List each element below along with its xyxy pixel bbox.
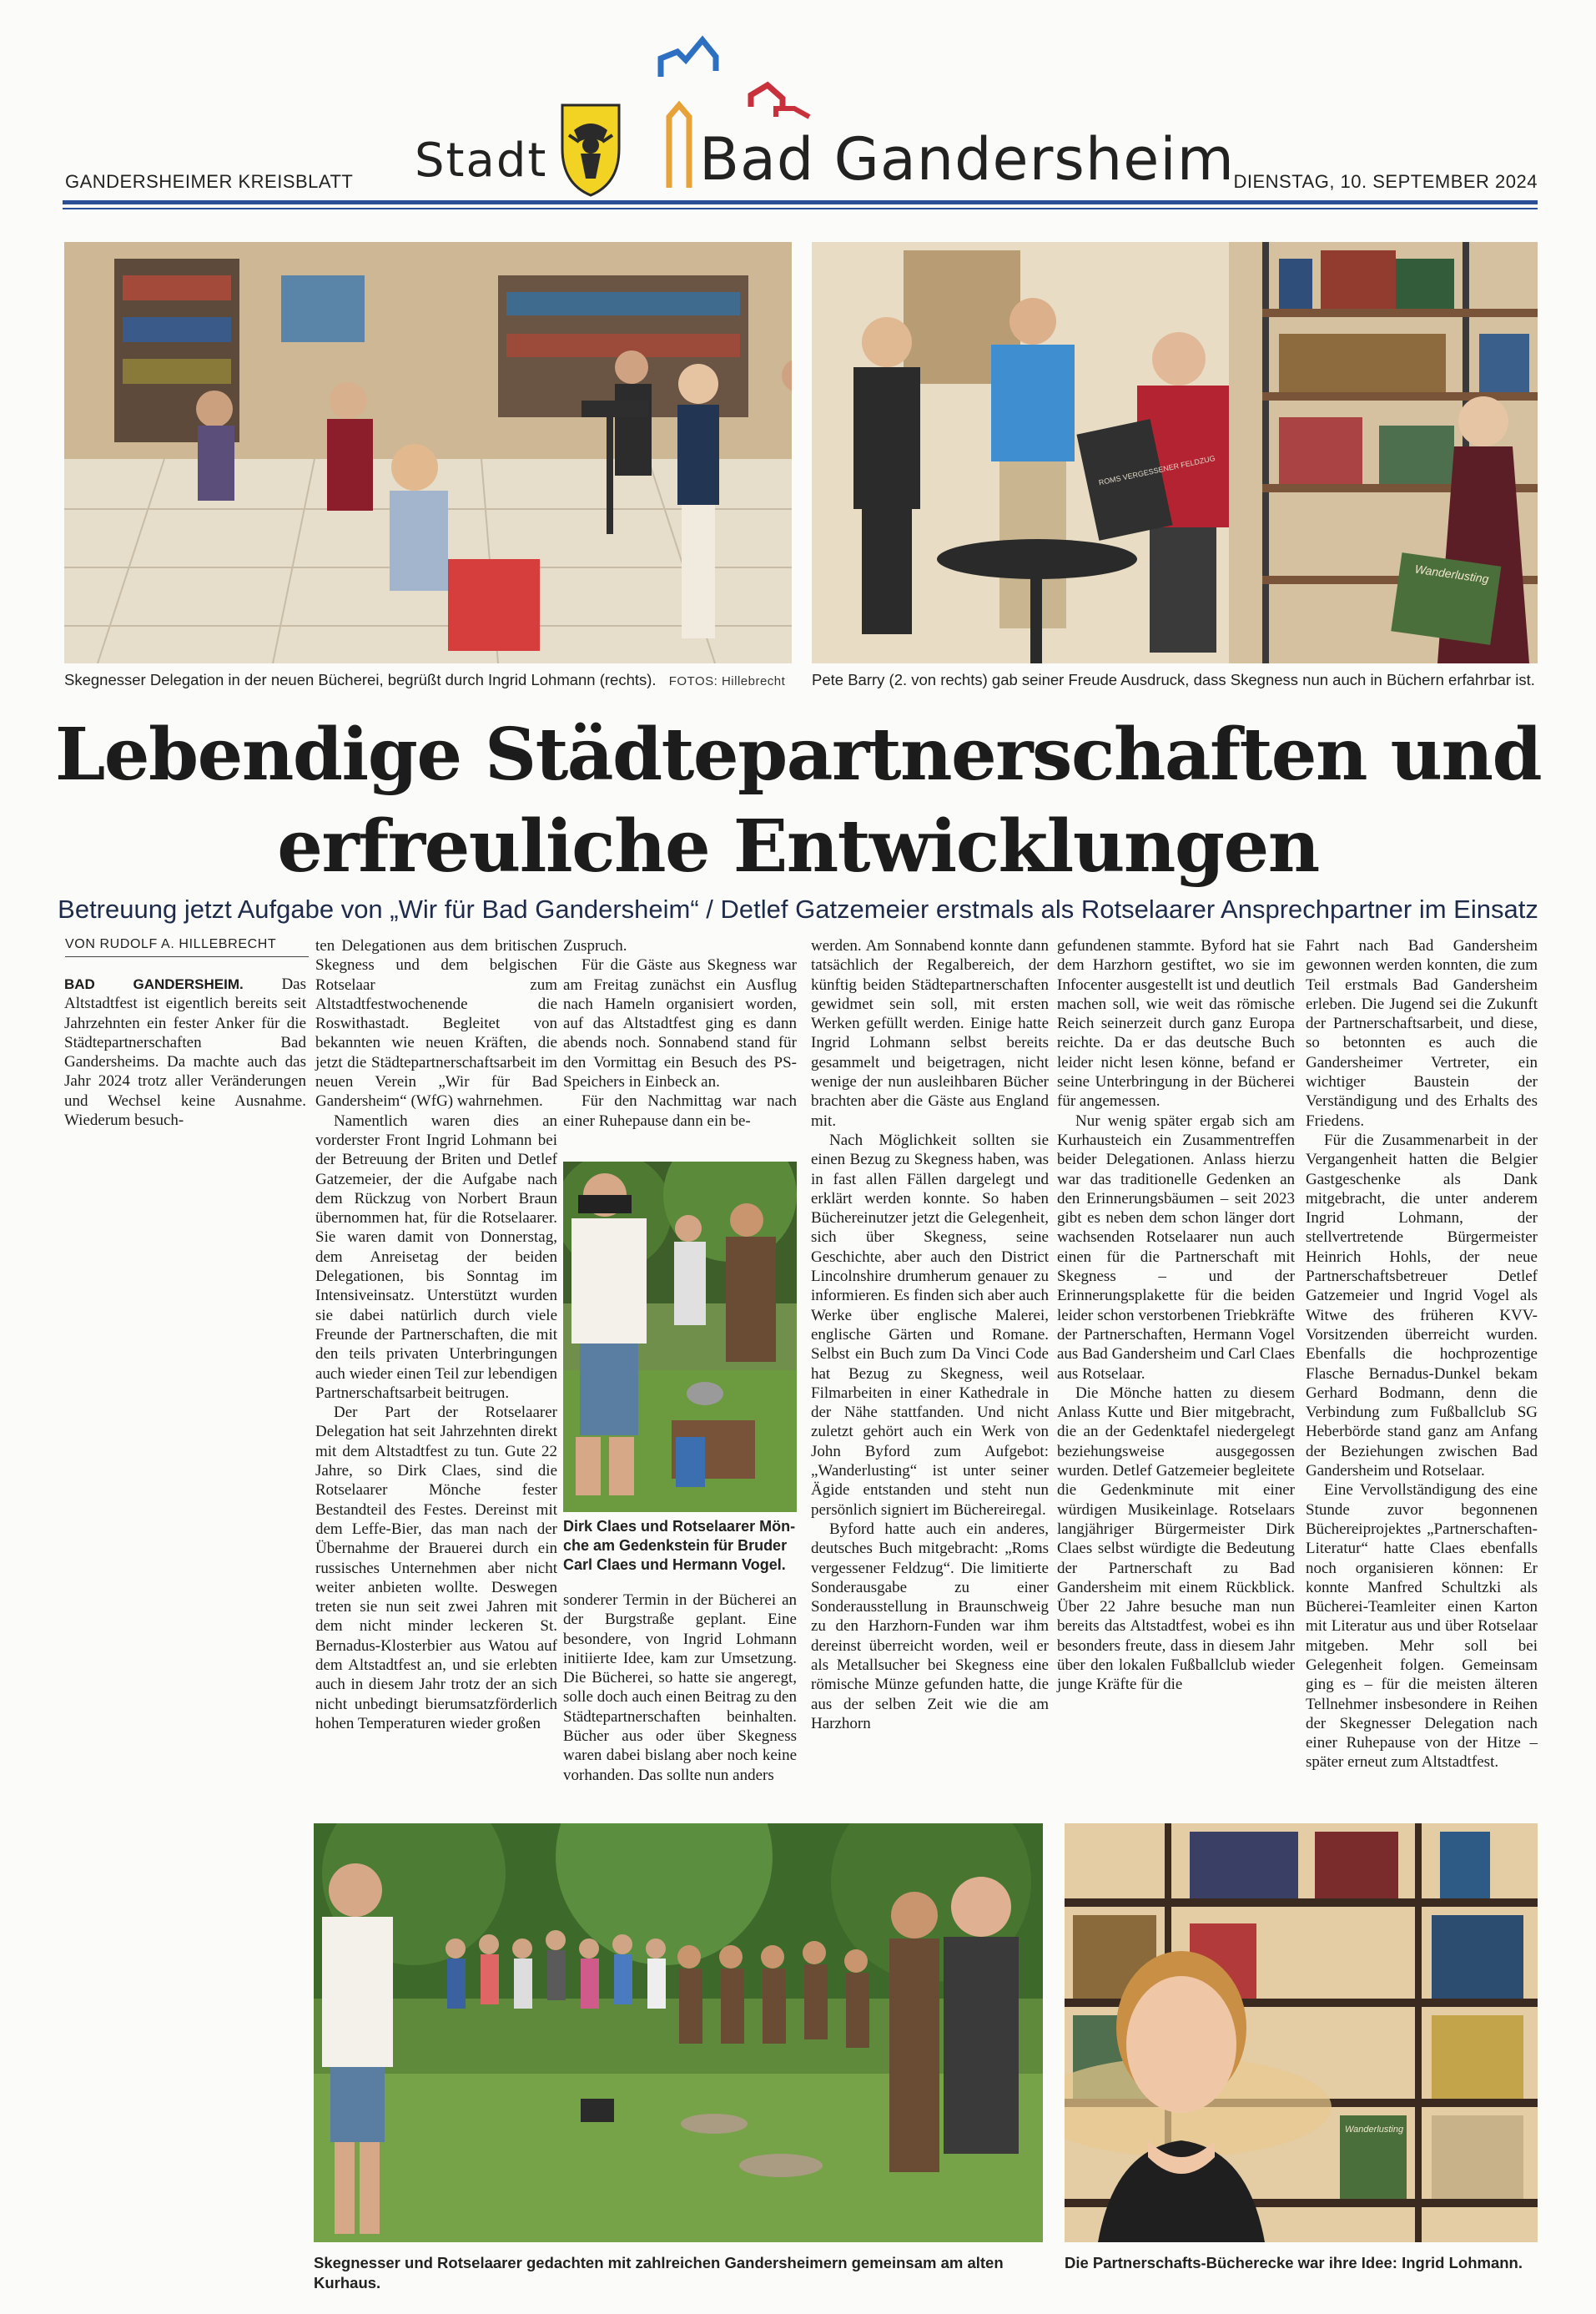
col3-paragraph-3: Für den Nachmittag war nach einer Ruhepause dann ein be-	[563, 1092, 797, 1130]
article-subhead: Betreuung jetzt Aufgabe von „Wir für Bad Gandersheim“ / Detlef Gatzemeier erstmals als Rotselaarer Ansprechpartner im Einsatz	[58, 895, 1538, 924]
book-wanderlusting: Wanderlusting	[1413, 562, 1490, 586]
article-column-3-continued	[563, 1591, 797, 1785]
article-column-2	[315, 936, 557, 1733]
book-roms-feldzug: ROMS VERGESSENER FELDZUG	[1098, 453, 1216, 487]
article-column-1	[64, 975, 306, 1130]
article-byline: VON RUDOLF A. HILLEBRECHT	[65, 937, 277, 951]
masthead-stadt: Stadt	[415, 134, 548, 188]
article-column-6	[1306, 936, 1538, 1772]
col4-paragraph-2: Nach Möglichkeit sollten sie einen Bezug zu Skegness haben, was in fast allen Fällen dargelegt und erklärt werden konnte. So haben Büchereinutzer jetzt die Gelegenheit, sich über Skegness, seine Geschichte, aber auch den District Lincolnshire drumherum genauer zu informieren. Es finden sich aber auch Werke über englische Malerei, englische Gärten und Romane. Selbst ein Buch zum Da Vinci Code hat Bezug zu Skegness, weil Filmarbeiten in einer Kathedrale in der Nähe stattfanden. Und nicht zuletzt gehört auch ein Werk von John Byford zum Aufgebot: „Wanderlusting“ ist unter seiner Ägide entstanden und steht nun persönlich signiert im Büchereiregal.	[811, 1131, 1049, 1519]
col3-paragraph-1: Zuspruch.	[563, 937, 627, 955]
article-column-5	[1057, 936, 1295, 1695]
article-column-4	[811, 936, 1049, 1733]
col3-paragraph-2: Für die Gäste aus Skegness war am Freitag zunächst ein Ausflug nach Hameln organisiert worden, auf das Altstadtfest ging es dann abends noch. Sonnabend stand für den Vormittag ein Besuch des PS-Speichers in Einbeck an.	[563, 956, 797, 1091]
city-logo-skyline-icon	[651, 25, 834, 192]
photo-ingrid-lohmann	[1065, 1823, 1538, 2242]
headline-line-1: Lebendige Städtepartnerschaften und	[54, 713, 1542, 797]
photo-ingrid-lohmann-caption: Die Partnerschafts-Bücherecke war ihre Idee: Ingrid Lohmann.	[1065, 2254, 1523, 2271]
city-coat-of-arms-icon	[557, 98, 624, 199]
article-headline	[0, 709, 1596, 893]
caption-line-1: Dirk Claes und Rotselaarer Mön-	[563, 1518, 796, 1535]
headline-line-2: erfreuliche Entwicklungen	[277, 804, 1319, 889]
col6-paragraph-2: Für die Zusammenarbeit in der Vergangenheit hatten die Belgier Gastgeschenke als Dank mitgebracht, die unter anderem Ingrid Lohmann, der stellvertretende Bürgermeister Heinrich Hohls, der neue Partnerschaftsbetreuer Detlef Gatzemeier und Ingrid Vogel als Witwe des früheren KVV-Vorsitzenden überreicht wurden. Ebenfalls die hochprozentige Flasche Bernadus-Dunkel bekam Gerhard Bodmann, denn die Verbindung zum Fußballclub SG Heberbörde stand ganz am Anfang der Beziehungen zwischen Bad Gandersheim und Rotselaar.	[1306, 1131, 1538, 1480]
photo-book-presentation-caption: Pete Barry (2. von rechts) gab seiner Freude Ausdruck, dass Skegness nun auch in Büchern erfahrbar ist.	[812, 671, 1535, 688]
col5-paragraph-3: Die Mönche hatten zu diesem Anlass Kutte und Bier mitgebracht, die an der Gedenktafel niedergelegt beziehungsweise ausgegossen wurden. Detlef Gatzemeier begleitete die Gedenkminute mit einer würdigen Musikeinlage. Rotselaars langjähriger Bürgermeister Dirk Claes selbst würdigte die Bedeutung der Partnerschaft zu Bad Gandersheim mit einem Rückblick. Über 22 Jahre besuche man nun bereits das Altstadtfest, wobei es ihn besonders freute, dass in diesem Jahr über den lokalen Fußballclub wieder junge Kräfte für die	[1057, 1384, 1295, 1694]
article-lead-place: BAD GANDERSHEIM.	[64, 976, 244, 992]
photo-kurhaus-gathering	[314, 1823, 1043, 2242]
col2-paragraph-2: Namentlich waren dies an vorderster Front Ingrid Lohmann bei der Betreuung der Briten und Detlef Gatzemeier, der die Aufgabe nach dem Rückzug von Norbert Braun übernommen hat, für die Rotselaarer. Sie waren damit von Donnerstag, dem Anreisetag der beiden Delegationen, bis Sonntag im Intensiveinsatz. Unterstützt wurden sie dabei natürlich durch viele Freunde der Partnerschaften, die mit den teils privaten Unterbringungen auch wieder einen Teil zur lebendigen Partnerschaftsarbeit beitrugen.	[315, 1112, 557, 1402]
col5-paragraph-1: gefundenen stammte. Byford hat sie dem Harzhorn gestiftet, wo sie im Infocenter ausgestellt ist und deutlich machen soll, wie weit das römische Reich seinerzeit durch ganz Europa reichte. Da er das deutsche Buch leider nicht lesen könne, befand er seine Unterbringung in der Bücherei für angemessen.	[1057, 937, 1295, 1111]
col5-paragraph-2: Nur wenig später ergab sich am Kurhausteich ein Zusammentreffen beider Delegationen. Anlass hierzu war das traditionelle Gedenken an den Erinnerungsbäumen – seit 2023 gibt es neben dem schon länger dort wachsenden Rotselaarer nun auch einen für die Partnerschaft mit Skegness – und der Erinnerungsplakette für die beiden leider schon verstorbenen Triebkräfte der Partnerschaften, Hermann Vogel aus Bad Gandersheim und Carl Claes aus Rotselaar.	[1057, 1112, 1295, 1383]
col6-paragraph-3: Eine Vervollständigung des eine Stunde zuvor begonnenen Büchereiprojektes „Partnerschaften-Literatur“ hatte Claes ebenfalls noch organisieren können: Er konnte Manfred Schultzki als Bücherei-Teamleiter einen Karton mit Literatur aus und über Rotselaar mitgeben. Mehr soll bei Gelegenheit folgen. Gemeinsam ging es – für die meisten älteren Tellnehmer insbesondere in Reihen der Skegnesser Delegation nach einer Ruhepause von der Hitze – später erneut zum Altstadtfest.	[1306, 1481, 1538, 1772]
col6-paragraph-1: Fahrt nach Bad Gandersheim gewonnen werden konnten, die zum Teil erstmals Bad Gandersheim erleben. Die Jugend sei die Zukunft der Partnerschaftsarbeit, und diese, so betonnten es auch die Gandersheimer Vertreter, ein wichtiger Baustein der Verständigung und des Erhalts des Friedens.	[1306, 937, 1538, 1130]
photo-library-delegation	[64, 242, 792, 663]
col3-paragraph-4: sonderer Termin in der Bücherei an der Burgstraße geplant. Eine besondere, von Ingrid Lohmann initiierte Idee, kam zur Umsetzung. Die Bücherei, so hatte sie angeregt, solle doch auch einen Beitrag zu den Städtepartnerschaften beinhalten. Bücher aus oder über Skegness waren dabei bislang aber noch keine vorhanden. Das sollte nun anders	[563, 1591, 797, 1784]
shelf-book-wanderlusting: Wanderlusting	[1345, 2125, 1404, 2135]
photo-library-delegation-caption	[64, 670, 792, 692]
col4-paragraph-3: Byford hatte auch ein anderes, deutsches Buch mitgebracht: „Roms vergessener Feldzug“. Die limitierte Sonderausgabe zu einer Sonderausstellung in Braunschweig zu den Harzhorn-Funden war ihm dereinst überreicht worden, weil er als Metallsucher bei Skegness eine römische Münze gefunden hatte, die aus der selben Zeit wie die am Harzhorn	[811, 1520, 1049, 1732]
col4-paragraph-1: werden. Am Sonnabend konnte dann tatsächlich der Regalbereich, der künftig beiden Städtepartnerschaften gewidmet sein soll, mit ersten Werken gefüllt werden. Einige hatte Ingrid Lohmann selbst bereits gesammelt und beigetragen, nicht wenige der nun ausleihbaren Bücher brachten aber die Gäste aus England mit.	[811, 937, 1049, 1130]
col2-paragraph-1: ten Delegationen aus dem britischen Skegness und dem belgischen Rotselaar zum Altstadtfestwochenende die Roswithastadt. Begleitet von bekannten wie neuen Kräften, die jetzt die Städtepartnerschaftsarbeit im neuen Verein „Wir für Bad Gandersheim“ (WfG) wahrnehmen.	[315, 937, 557, 1111]
article-column-3	[563, 936, 797, 1131]
photo-book-presentation	[812, 242, 1538, 663]
masthead-rule	[63, 200, 1538, 204]
caption-text: Skegnesser Delegation in der neuen Bücherei, begrüßt durch Ingrid Lohmann (rechts).	[64, 671, 657, 688]
byline-rule	[65, 956, 309, 957]
masthead-rule-thin	[63, 208, 1538, 209]
photo-memorial-stone-caption	[563, 1517, 801, 1575]
caption-line-2: che am Gedenkstein für Bruder	[563, 1537, 788, 1554]
issue-date: DIENSTAG, 10. SEPTEMBER 2024	[1233, 171, 1538, 192]
photo-memorial-stone	[563, 1162, 797, 1512]
caption-line-3: Carl Claes und Hermann Vogel.	[563, 1556, 786, 1573]
col2-paragraph-3: Der Part der Rotselaarer Delegation hat seit Jahrzehnten direkt mit dem Altstadtfest zu tun. Gute 22 Jahre, so Dirk Claes, sind die Rotselaarer Mönche fester Bestandteil des Festes. Dereinst mit dem Leffe-Bier, das man nach der Übernahme der Brauerei durch ein russisches Unternehmen aber nicht weiter anbieten wollte. Deswegen treten sie nun seit zwei Jahren mit dem nicht minder leckeren St. Bernadus-Klosterbier aus Watou auf dem Altstadtfest an, und sie erlebten auch in diesem Jahr trotz der an sich nicht unbedingt bierumsatzförderlich hohen Temperaturen wieder großen	[315, 1404, 557, 1732]
masthead-city: Bad Gandersheim	[699, 125, 1235, 194]
col1-paragraph-1: Das Altstadtfest ist eigentlich bereits seit Jahrzehnten ein fester Anker für die Städtepartnerschaften Bad Gandersheims. Da machte auch das Jahr 2024 trotz aller Veränderungen und Wechsel keine Ausnahme. Wiederum besuch-	[64, 976, 306, 1130]
photo-kurhaus-gathering-caption: Skegnesser und Rotselaarer gedachten mit zahlreichen Gandersheimern gemeinsam am alten Kurhaus.	[314, 2254, 1004, 2291]
photo-credit: FOTOS: Hillebrecht	[668, 674, 786, 688]
newspaper-name: GANDERSHEIMER KREISBLATT	[65, 171, 354, 192]
